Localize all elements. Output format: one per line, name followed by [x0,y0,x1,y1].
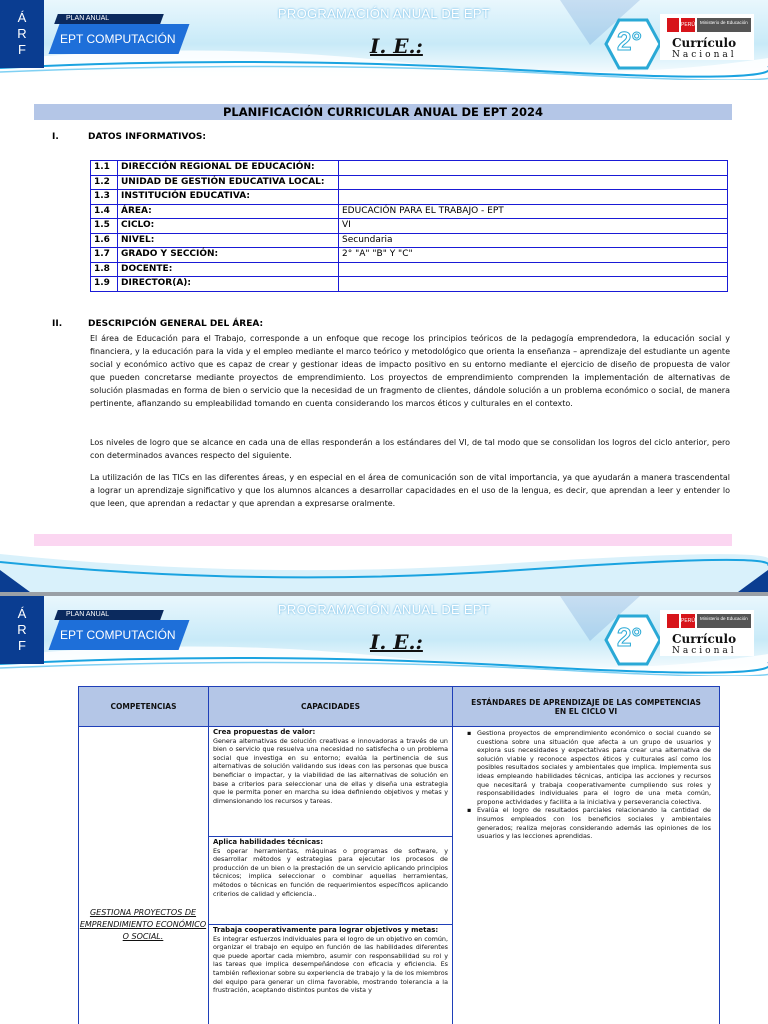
row-number: 1.9 [91,277,118,292]
left-letter: F [18,638,26,653]
page-header-banner [0,0,768,80]
left-letter: R [17,26,27,41]
estandares-list [467,729,711,841]
section-number: II. [52,319,63,329]
header-estandares: ESTÁNDARES DE APRENDIZAJE DE LAS COMPETENCIAS EN EL CICLO VI [453,687,719,727]
row-number: 1.8 [91,262,118,277]
ministry-label: Ministerio de Educación [697,18,751,32]
left-letter: Á [17,10,27,25]
table-row [91,175,728,190]
row-value [339,161,728,176]
table-row [91,204,728,219]
course-label: EPT COMPUTACIÓN [60,32,176,46]
description-paragraph: La utilización de las TICs en las diferentes áreas, y en especial en el área de comunicación son de vital importancia, ya que ayudarán a manera trascendental a lograr un aprendizaje significativo y que los alumnos alcances a desarrollar capacidades en el uso de la lengua, es decir, que aprendan a leer y entender lo que leen, que aprendan a redactar y que aprendan a expresarse oralmente. [90,473,730,508]
left-letter: F [18,42,26,57]
header-competencias: COMPETENCIAS [79,687,209,727]
table-row [91,161,728,176]
section-title: DESCRIPCIÓN GENERAL DEL ÁREA: [88,319,264,329]
row-value [339,277,728,292]
plan-anual-label: PLAN ANUAL [66,611,110,618]
peru-label: PERÚ [681,18,695,32]
competencias-table [78,686,720,1024]
grade-number: 2° [617,622,642,652]
capacidad-title: Aplica habilidades técnicas: [213,838,324,846]
row-value: 2° "A" "B" Y "C" [339,248,728,263]
peru-flag-icon [667,614,679,628]
capacidad-title: Crea propuestas de valor: [213,728,316,736]
ministry-label: Ministerio de Educación [697,614,751,628]
row-label: ÁREA: [118,204,339,219]
estandar-text: Evalúa el logro de resultados parciales relacionando la cantidad de insumos empleados con los beneficios sociales y ambientales generados; realiza mejoras considerando además las opiniones de los usuarios y las lecciones aprendidas. [477,806,711,841]
program-title: PROGRAMACIÓN ANUAL DE EPT [277,6,491,21]
capacidad-item [209,727,452,806]
row-number: 1.1 [91,161,118,176]
left-letter: R [17,622,27,637]
curriculo-title: Currículo [672,632,737,646]
capacidad-item [209,837,452,899]
table-row [91,262,728,277]
row-label: UNIDAD DE GESTIÓN EDUCATIVA LOCAL: [118,175,339,190]
table-row [91,233,728,248]
row-number: 1.7 [91,248,118,263]
row-value: Secundaria [339,233,728,248]
page-header-banner [0,596,768,676]
row-label: GRADO Y SECCIÓN: [118,248,339,263]
plan-anual-label: PLAN ANUAL [66,15,110,22]
curriculo-title: Currículo [672,36,737,50]
row-label: DOCENTE: [118,262,339,277]
section-number: I. [52,132,59,142]
description-paragraph: El área de Educación para el Trabajo, corresponde a un enfoque que recoge los principios teóricos de la pedagogía emprendedora, la educación social y financiera, y la educación para la vida y el empleo mediante el marco teórico y metodológico que orienta la enseñanza – aprendizaje del estudiante un agente social y económico activo que es capaz de crear y gestionar ideas de impacto positivo en su entorno mediante el ejercicio de diseño de propuesta de valor que pueden concretarse mediante proyectos de emprendimiento. Los proyectos de emprendimiento comprenden la implementación de alternativas de solución plasmadas en forma de bien o servicio que la necesidad de un fragmento de clientes, dándole solución a un problema económico o social, de manera pertinente, afianzando su empleabilidad tomando en cuenta considerando los marcos éticos y culturales en el contexto. [90,334,730,408]
description-paragraph: Los niveles de logro que se alcance en cada una de ellas responderán a los estándares del VI, de tal modo que se consolidan los logros del ciclo anterior, pero con determinados avances respecto del siguiente. [90,438,730,460]
row-label: CICLO: [118,219,339,234]
curriculo-subtitle: Nacional [672,50,737,60]
row-number: 1.4 [91,204,118,219]
row-value [339,175,728,190]
row-value: VI [339,219,728,234]
estandar-text: Gestiona proyectos de emprendimiento económico o social cuando se cuestiona sobre una situación que afecta a un grupo de usuarios y explora sus necesidades y expectativas para crear una alternativa de solución viable y reconoce aspectos éticos y culturales así como los posibles resultados sociales y ambientales que implica. Implementa sus ideas empleando habilidades técnicas, anticipa las acciones y recursos que necesitará y trabaja cooperativamente cumpliendo sus roles y responsabilidades individuales para el logro de una meta común, propone actividades y facilita a la iniciativa y perseverancia colectiva. [477,729,711,806]
ie-label: I. E.: [370,34,423,58]
table-row [91,190,728,205]
document-page-2 [0,596,768,1024]
capacidad-text: Es operar herramientas, máquinas o programas de software, y desarrollar métodos y estrategias para ejecutar los procesos de producción de un bien o la prestación de un servicio aplicando principios técnicos; implica seleccionar o combinar aquellas herramientas, métodos o técnicas en función de requerimientos específicos aplicando criterios de calidad y eficiencia.. [213,846,448,898]
footer-wave-decoration [0,540,768,592]
table-row [91,277,728,292]
row-value: EDUCACIÓN PARA EL TRABAJO - EPT [339,204,728,219]
row-number: 1.3 [91,190,118,205]
capacidades-column [209,727,453,1024]
ie-label: I. E.: [370,630,423,654]
row-label: NIVEL: [118,233,339,248]
peru-label: PERÚ [681,614,695,628]
row-number: 1.6 [91,233,118,248]
peru-flag-icon [667,18,679,32]
row-number: 1.5 [91,219,118,234]
capacidad-title: Trabaja cooperativamente para lograr objetivos y metas: [213,926,439,934]
header-capacidades: CAPACIDADES [209,687,453,727]
grade-number: 2° [617,26,642,56]
row-label: DIRECCIÓN REGIONAL DE EDUCACIÓN: [118,161,339,176]
row-number: 1.2 [91,175,118,190]
row-value [339,190,728,205]
row-label: INSTITUCIÓN EDUCATIVA: [118,190,339,205]
list-item [467,729,711,806]
row-value [339,262,728,277]
bullet-icon: ▪ [467,729,472,737]
estandares-column [453,727,719,1024]
section-title: DATOS INFORMATIVOS: [88,132,207,142]
curriculo-subtitle: Nacional [672,646,737,656]
list-item [467,806,711,840]
capacidad-text: Genera alternativas de solución creativas e innovadoras a través de un bien o servicio que resuelva una necesidad no satisfecha o un problema social que investiga en su entorno; evalúa la pertinencia de sus alternativas de solución validando sus ideas con las personas que busca beneficiar o impactar, y la viabilidad de las alternativas de solución en base a criterios para seleccionar una de ellas y diseña una estrategia que le permita poner en marcha su idea definiendo objetivos y metas y dimensionando los recursos y tareas. [213,736,448,805]
main-title: PLANIFICACIÓN CURRICULAR ANUAL DE EPT 2024 [34,104,732,120]
program-title: PROGRAMACIÓN ANUAL DE EPT [277,602,491,617]
left-letter: Á [17,606,27,621]
bullet-icon: ▪ [467,806,472,815]
table-row [91,219,728,234]
capacidad-item [209,925,452,996]
course-label: EPT COMPUTACIÓN [60,628,176,642]
competencia-name: GESTIONA PROYECTOS DE EMPRENDIMIENTO ECONÓMICO O SOCIAL. [79,908,207,941]
row-label: DIRECTOR(A): [118,277,339,292]
competencias-column [79,727,209,1024]
table-row [91,248,728,263]
datos-informativos-table [90,160,728,292]
capacidad-text: Es integrar esfuerzos individuales para el logro de un objetivo en común, organizar el trabajo en equipo en función de las habilidades diferentes que puede aportar cada miembro, asumir con responsabilidad su rol y las tareas que implica desempeñándose con eficacia y eficiencia. Es también reflexionar sobre su experiencia de trabajo y la de los miembros del equipo para generar un clima favorable, mostrando tolerancia a la frustración, aceptando distintos puntos de vista y [213,934,448,995]
